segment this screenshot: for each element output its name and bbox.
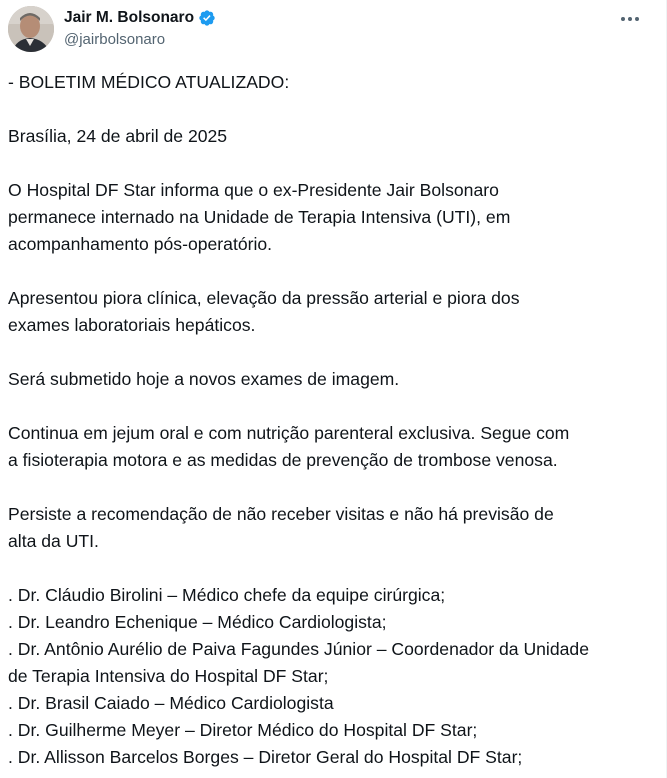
paragraph-gap bbox=[8, 339, 660, 366]
text-line: Persiste a recomendação de não receber visitas e não há previsão de bbox=[8, 504, 554, 524]
text-line: . Dr. Leandro Echenique – Médico Cardiologista; bbox=[8, 612, 387, 632]
text-line: Brasília, 24 de abril de 2025 bbox=[8, 126, 228, 146]
more-options-button[interactable] bbox=[616, 8, 644, 30]
name-row bbox=[64, 8, 216, 28]
text-line: de Terapia Intensiva do Hospital DF Star; bbox=[8, 666, 329, 686]
text-line: . Dr. Brasil Caiado – Médico Cardiologista bbox=[8, 693, 334, 713]
avatar[interactable] bbox=[8, 6, 54, 52]
text-line: . Dr. Antônio Aurélio de Paiva Fagundes Júnior – Coordenador da Unidade bbox=[8, 639, 589, 659]
paragraph bbox=[8, 582, 660, 771]
text-line: acompanhamento pós-operatório. bbox=[8, 234, 273, 254]
author-handle[interactable]: @jairbolsonaro bbox=[64, 31, 166, 48]
paragraph-gap bbox=[8, 555, 660, 582]
text-line: permanece internado na Unidade de Terapia Intensiva (UTI), em bbox=[8, 207, 511, 227]
paragraph-gap bbox=[8, 474, 660, 501]
text-line: Apresentou piora clínica, elevação da pressão arterial e piora dos bbox=[8, 288, 520, 308]
paragraph bbox=[8, 501, 660, 555]
paragraph bbox=[8, 177, 660, 258]
paragraph bbox=[8, 123, 660, 150]
paragraph bbox=[8, 285, 660, 339]
verified-badge-icon bbox=[198, 9, 216, 27]
text-line: . Dr. Allisson Barcelos Borges – Diretor Geral do Hospital DF Star; bbox=[8, 747, 523, 767]
paragraph bbox=[8, 420, 660, 474]
tweet-header bbox=[8, 6, 654, 54]
tweet-text bbox=[8, 69, 660, 771]
more-horizontal-icon bbox=[620, 16, 640, 22]
author-info bbox=[64, 8, 216, 48]
text-line: alta da UTI. bbox=[8, 531, 99, 551]
paragraph-gap bbox=[8, 150, 660, 177]
text-line: Continua em jejum oral e com nutrição parenteral exclusiva. Segue com bbox=[8, 423, 570, 443]
text-line: . Dr. Guilherme Meyer – Diretor Médico do Hospital DF Star; bbox=[8, 720, 478, 740]
text-line: Será submetido hoje a novos exames de imagem. bbox=[8, 369, 400, 389]
paragraph-gap bbox=[8, 393, 660, 420]
text-line: exames laboratoriais hepáticos. bbox=[8, 315, 256, 335]
text-line: - BOLETIM MÉDICO ATUALIZADO: bbox=[8, 72, 290, 92]
text-line: O Hospital DF Star informa que o ex-Presidente Jair Bolsonaro bbox=[8, 180, 499, 200]
text-line: . Dr. Cláudio Birolini – Médico chefe da equipe cirúrgica; bbox=[8, 585, 446, 605]
paragraph-gap bbox=[8, 258, 660, 285]
paragraph-gap bbox=[8, 96, 660, 123]
avatar-photo-icon bbox=[8, 6, 54, 52]
display-name[interactable]: Jair M. Bolsonaro bbox=[64, 9, 195, 26]
paragraph bbox=[8, 69, 660, 96]
text-line: a fisioterapia motora e as medidas de prevenção de trombose venosa. bbox=[8, 450, 558, 470]
paragraph bbox=[8, 366, 660, 393]
